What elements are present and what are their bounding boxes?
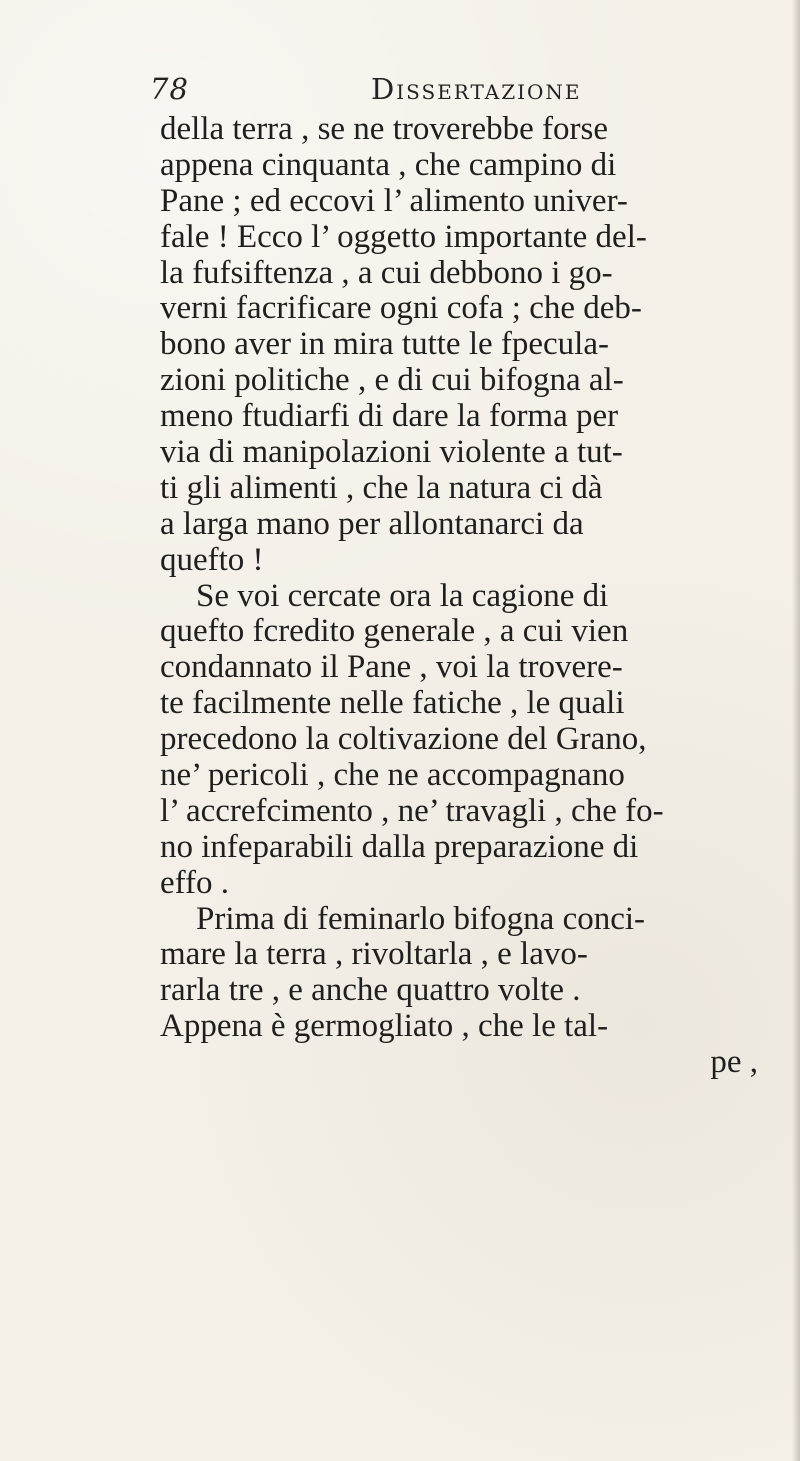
text-line: zioni politiche , e di cui bifogna al- — [160, 363, 624, 399]
text-line: ne’ pericoli , che ne accompagnano — [160, 758, 625, 794]
text-line: verni facrificare ogni cofa ; che deb- — [160, 291, 642, 327]
text-line: mare la terra , rivoltarla , e lavo- — [160, 937, 588, 973]
text-line: via di manipolazioni violente a tut- — [160, 435, 623, 471]
catchword: pe , — [710, 1045, 758, 1081]
text-line: rarla tre , e anche quattro volte . — [160, 973, 581, 1009]
text-line: appena cinquanta , che campino di — [160, 147, 617, 183]
text-line: condannato il Pane , voi la trovere- — [160, 650, 623, 686]
text-line: a larga mano per allontanarci da — [160, 506, 584, 542]
text-line: meno ftudiarfi di dare la forma per — [160, 399, 619, 435]
text-line: Prima di feminarlo bifogna conci- — [196, 901, 646, 937]
text-line: la fufsiftenza , a cui debbono i go- — [160, 255, 613, 291]
text-line: ti gli alimenti , che la natura ci dà — [160, 470, 603, 506]
page-edge-shadow — [792, 0, 800, 1461]
text-line: no infeparabili dalla preparazione di — [160, 829, 639, 865]
text-line: effo . — [160, 865, 230, 901]
text-line: te facilmente nelle fatiche , le quali — [160, 686, 625, 722]
page-number: 78 — [150, 72, 189, 106]
page-header — [150, 64, 670, 112]
text-line: quefto ! — [160, 542, 264, 578]
text-line: Se voi cercate ora la cagione di — [196, 578, 609, 614]
text-line: della terra , se ne troverebbe forse — [160, 112, 609, 147]
text-line: Pane ; ed eccovi l’ alimento univer- — [160, 183, 628, 219]
text-line: l’ accrefcimento , ne’ travagli , che fo- — [160, 793, 664, 829]
text-line: bono aver in mira tutte le fpecula- — [160, 327, 609, 363]
running-head: Dissertazione — [371, 72, 582, 106]
body-text — [160, 112, 788, 1081]
text-line: quefto fcredito generale , a cui vien — [160, 614, 629, 650]
text-line: fale ! Ecco l’ oggetto importante del- — [160, 219, 647, 255]
text-line: precedono la coltivazione del Grano, — [160, 722, 647, 758]
text-line: Appena è germogliato , che le tal- — [160, 1009, 609, 1045]
